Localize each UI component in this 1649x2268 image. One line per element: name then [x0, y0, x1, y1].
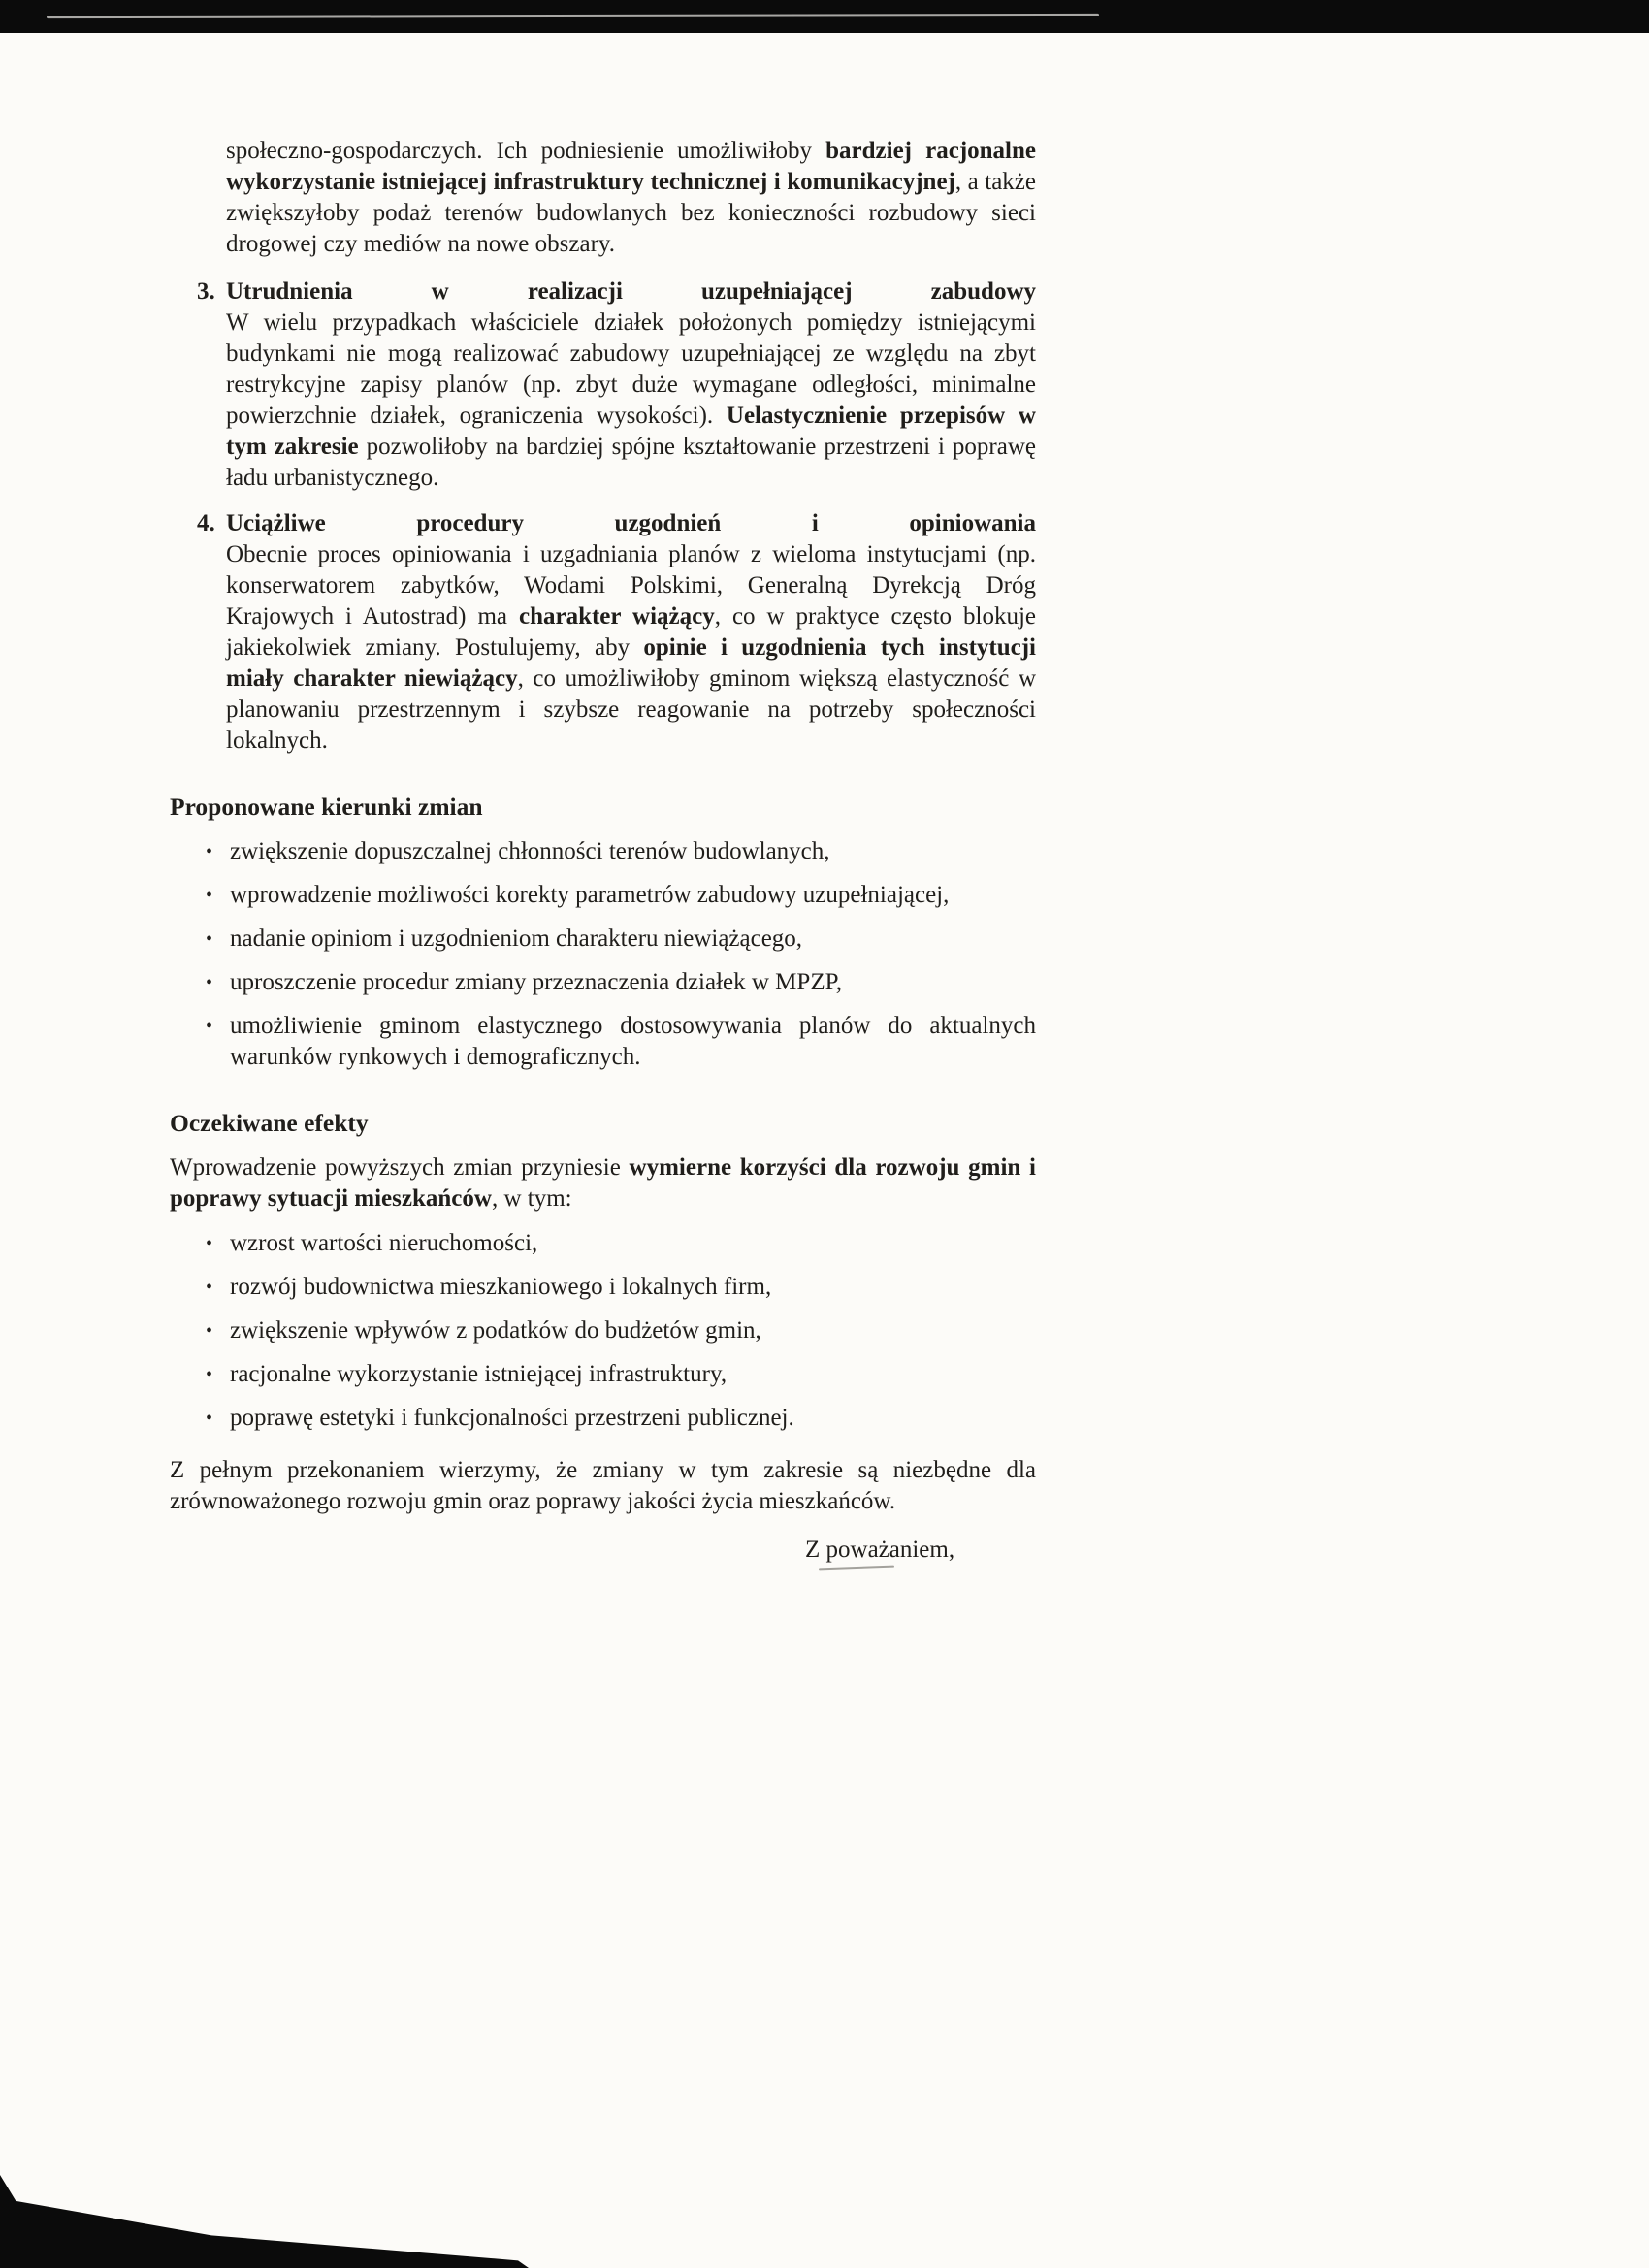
item-number: 4.	[197, 510, 215, 536]
bullet-icon: •	[206, 841, 213, 862]
item-body: Obecnie proces opiniowania i uzgadniania planów z wieloma instytucjami (np. konserwatorem zabytków, Wodami Polskimi, Generalną Dyrekcją Dróg Krajowych i Autostrad) ma charakter wiążący, co w praktyce często blokuje jakiekolwiek zmiany. Postulujemy, aby opinie i uzgodnienia tych instytucji miały charakter niewiążący, co umożliwiłoby gminom większą elastyczność w planowaniu przestrzennym i szybsze reagowanie na potrzeby społeczności lokalnych.	[226, 541, 1037, 754]
bullet-text: racjonalne wykorzystanie istniejącej infrastruktury,	[230, 1361, 728, 1387]
bullet-text: uproszczenie procedur zmiany przeznaczenia działek w MPZP,	[230, 969, 842, 995]
section-heading-expected-effects: Oczekiwane efekty	[170, 1109, 369, 1137]
bullet-icon: •	[206, 1364, 213, 1385]
bullet-list-proposed-changes	[170, 836, 1036, 1073]
list-item	[170, 836, 1036, 867]
list-item	[170, 880, 1036, 911]
scan-artifact-line	[47, 14, 1099, 18]
bullet-icon: •	[206, 1408, 213, 1429]
list-item	[170, 967, 1036, 998]
bullet-list-expected-effects	[170, 1228, 1036, 1434]
bullet-text: umożliwienie gminom elastycznego dostosowywania planów do aktualnych warunków rynkowych i demograficznych.	[230, 1013, 1036, 1070]
list-item	[170, 1315, 1036, 1346]
scan-artifact-underline	[819, 1566, 894, 1571]
signoff-block	[805, 1535, 1036, 1573]
closing-paragraph: Z pełnym przekonaniem wierzymy, że zmiany w tym zakresie są niezbędne dla zrównoważonego rozwoju gmin oraz poprawy jakości życia mieszkańców.	[170, 1457, 1036, 1514]
scan-edge-bottom-left	[0, 2175, 529, 2268]
item-body: W wielu przypadkach właściciele działek położonych pomiędzy istniejącymi budynkami nie mogą realizować zabudowy uzupełniającej ze względu na zbyt restrykcyjne zapisy planów (np. zbyt duże wymagane odległości, minimalne powierzchnie działek, ograniczenia wysokości). Uelastycznienie przepisów w tym zakresie pozwoliłoby na bardziej spójne kształtowanie przestrzeni i poprawę ładu urbanistycznego.	[226, 309, 1036, 491]
list-item	[170, 1228, 1036, 1259]
bullet-text: poprawę estetyki i funkcjonalności przestrzeni publicznej.	[230, 1405, 794, 1431]
item-heading: Utrudnienia w realizacji uzupełniającej zabudowy	[226, 278, 1036, 305]
section-intro: Wprowadzenie powyższych zmian przyniesie wymierne korzyści dla rozwoju gmin i poprawy sytuacji mieszkańców, w tym:	[170, 1154, 1036, 1212]
list-item	[170, 1011, 1036, 1073]
list-item	[170, 1272, 1036, 1303]
bullet-icon: •	[206, 928, 213, 950]
list-item	[170, 1403, 1036, 1434]
bullet-text: rozwój budownictwa mieszkaniowego i lokalnych firm,	[230, 1274, 772, 1300]
list-item	[170, 923, 1036, 955]
list-item	[170, 1359, 1036, 1390]
scan-edge-top-bar	[0, 0, 1649, 33]
bullet-text: zwiększenie dopuszczalnej chłonności terenów budowlanych,	[230, 838, 830, 864]
bullet-text: wprowadzenie możliwości korekty parametrów zabudowy uzupełniającej,	[230, 882, 950, 908]
numbered-item-4	[170, 508, 1036, 757]
bullet-icon: •	[206, 1016, 213, 1037]
section-heading-proposed-changes: Proponowane kierunki zmian	[170, 793, 483, 821]
intro-paragraph: społeczno-gospodarczych. Ich podniesienie umożliwiłoby bardziej racjonalne wykorzystanie istniejącej infrastruktury technicznej i komunikacyjnej, a także zwiększyłoby podaż terenów budowlanych bez konieczności rozbudowy sieci drogowej czy mediów na nowe obszary.	[226, 138, 1036, 257]
bullet-text: zwiększenie wpływów z podatków do budżetów gmin,	[230, 1317, 761, 1344]
document-content	[170, 136, 1036, 1573]
bullet-text: wzrost wartości nieruchomości,	[230, 1230, 538, 1256]
bullet-icon: •	[206, 972, 213, 993]
bullet-icon: •	[206, 885, 213, 906]
bullet-icon: •	[206, 1233, 213, 1254]
numbered-item-3	[170, 276, 1036, 494]
bullet-text: nadanie opiniom i uzgodnieniom charakteru niewiążącego,	[230, 925, 803, 952]
bullet-icon: •	[206, 1320, 213, 1342]
bullet-icon: •	[206, 1277, 213, 1298]
item-heading: Uciążliwe procedury uzgodnień i opiniowania	[226, 510, 1036, 536]
signoff: Z poważaniem,	[805, 1537, 955, 1563]
item-number: 3.	[197, 278, 215, 305]
